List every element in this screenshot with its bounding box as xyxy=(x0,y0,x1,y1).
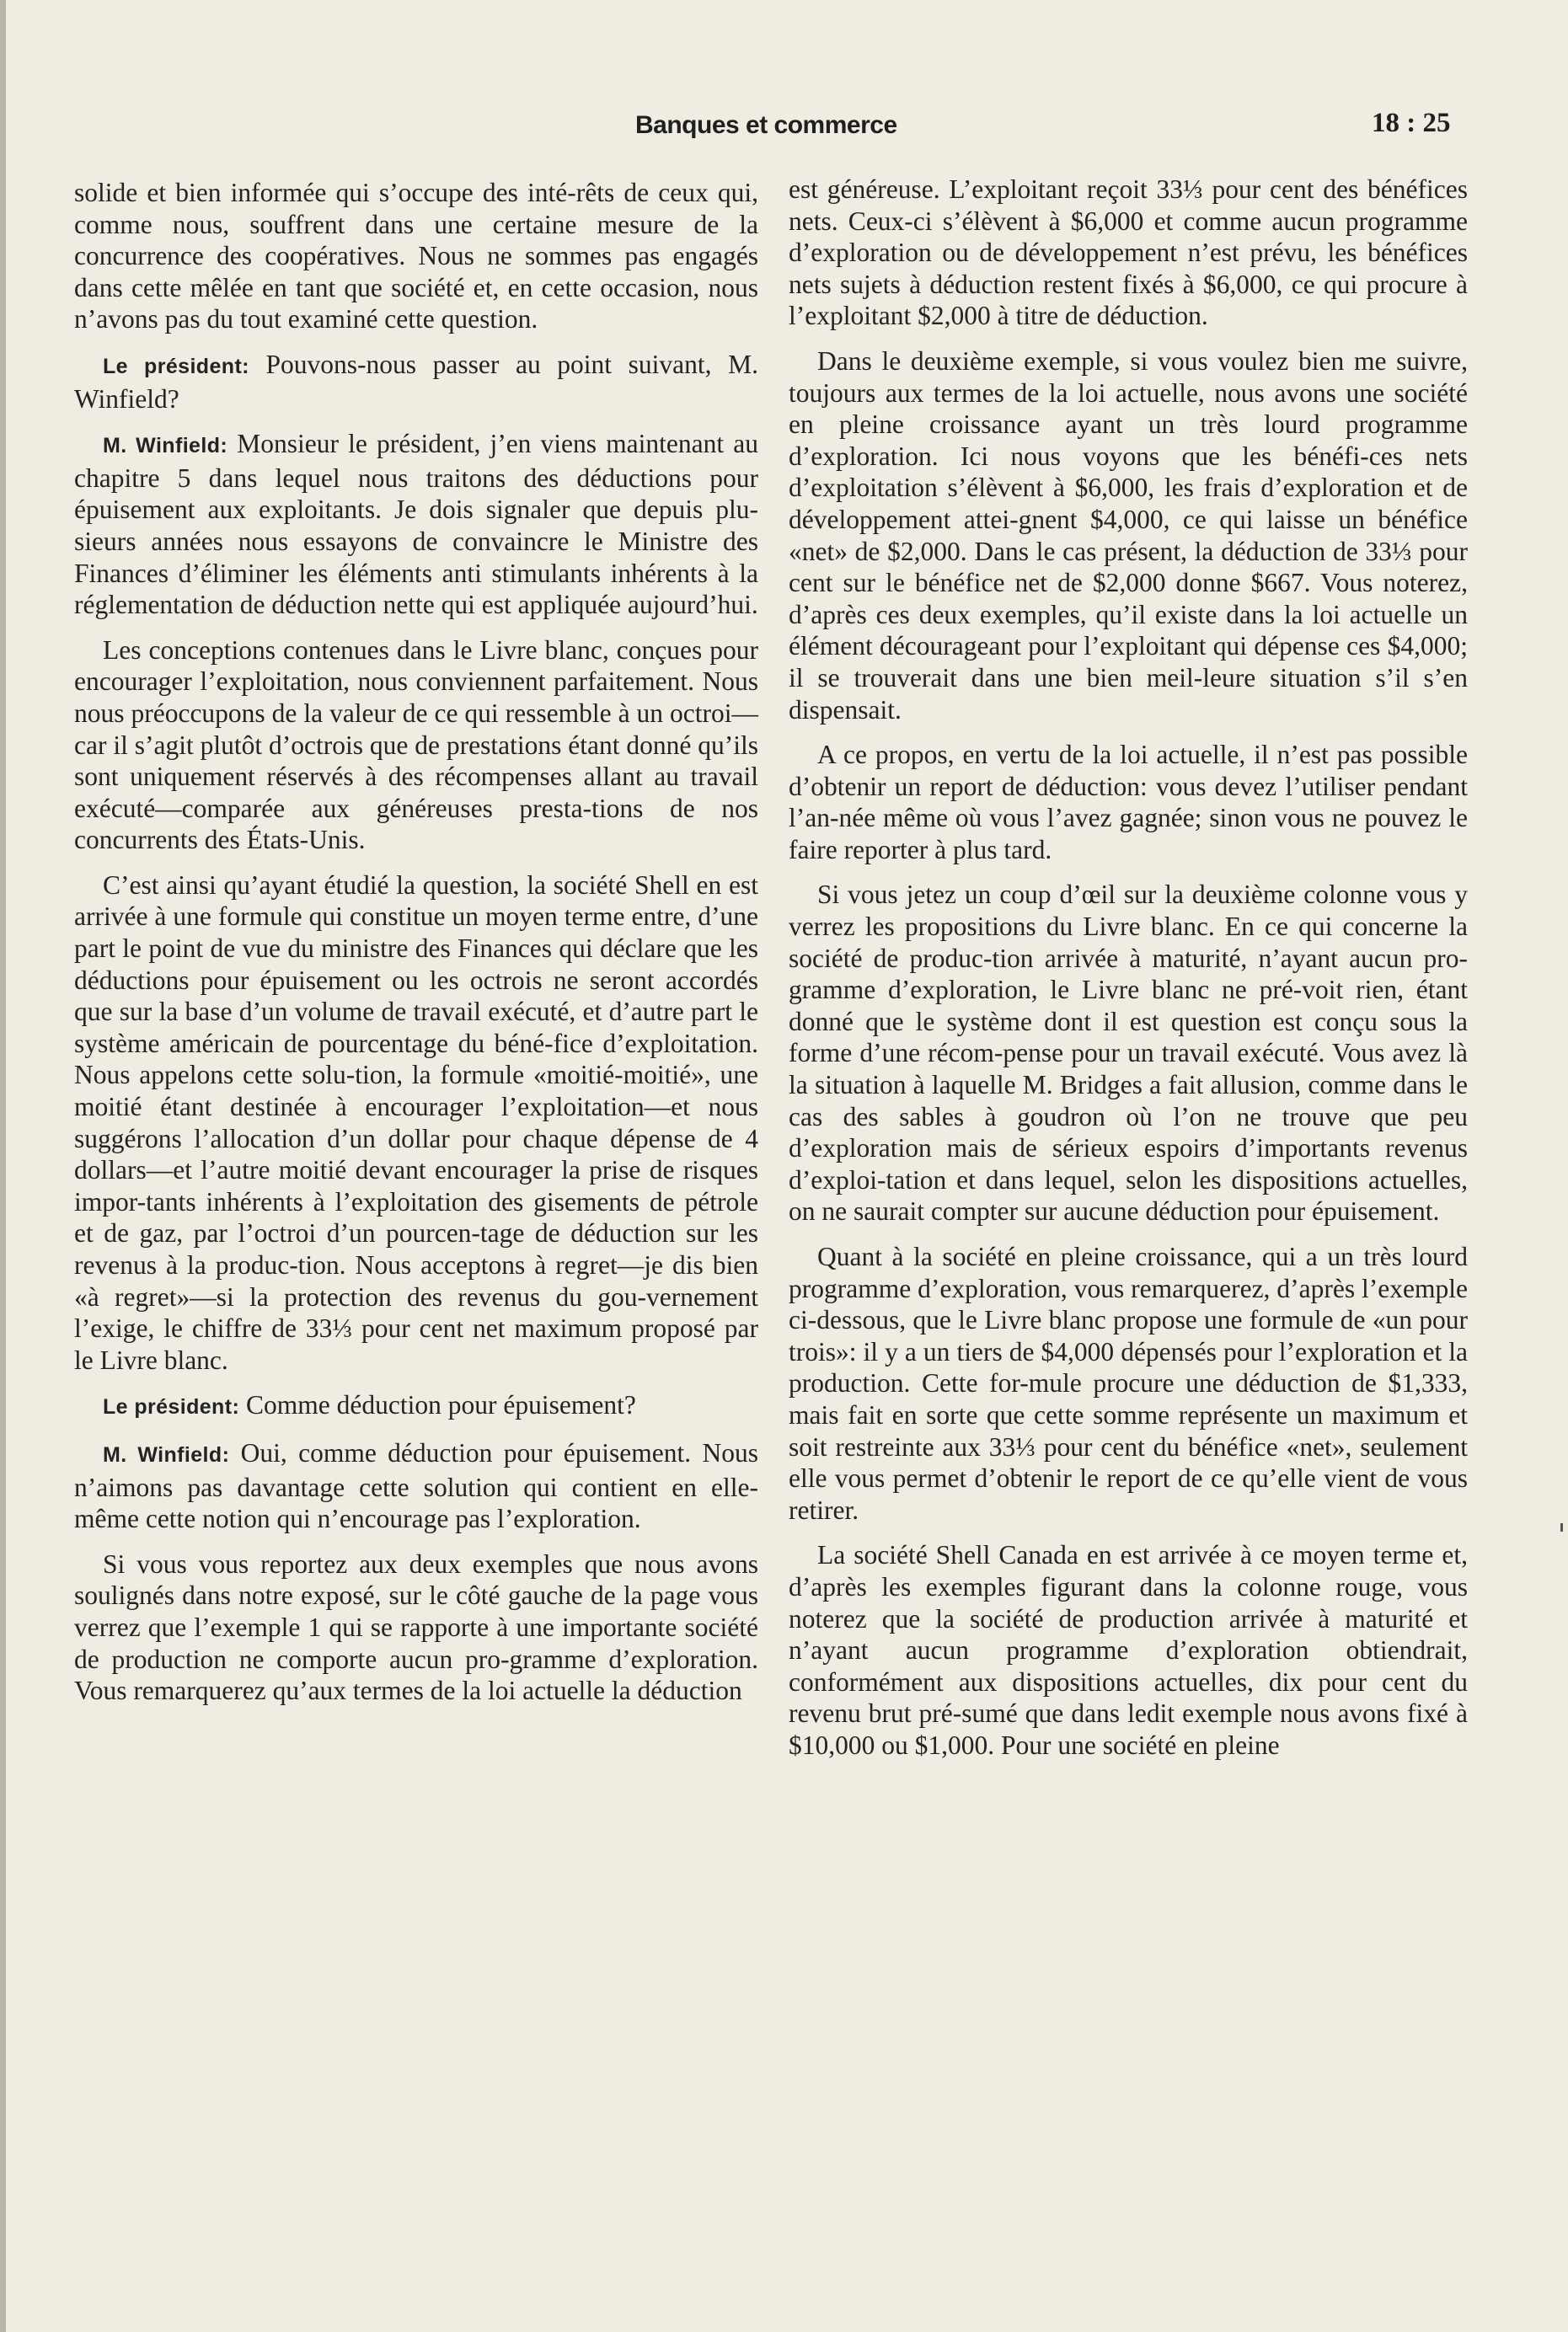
scan-mark xyxy=(1560,1523,1563,1532)
speaker-paragraph xyxy=(74,1389,758,1424)
paragraph: est généreuse. L’exploitant reçoit 33⅓ pour cent des bénéfices nets. Ceux-ci s’élèvent à $6,000 et comme aucun programme d’exploration ou de développement n’est prévu, les bénéfices nets sujets à déduction restent fixés à $6,000, ce qui procure à l’exploitant $2,000 à titre de déduction. xyxy=(789,174,1468,331)
paragraph: solide et bien informée qui s’occupe des inté-rêts de ceux qui, comme nous, souffrent dans une certaine mesure de la concurrence des coopératives. Nous ne sommes pas engagés dans cette mêlée en tant que société et, en cette occasion, nous n’avons pas du tout examiné cette question. xyxy=(74,178,758,334)
paragraph: Si vous jetez un coup d’œil sur la deuxième colonne vous y verrez les propositions du Livre blanc. En ce qui concerne la société de produc-tion arrivée à maturité, n’ayant aucun pro-gramme d’exploration, le Livre blanc ne pré-voit rien, étant donné que le système dont il est question est conçu sous la forme d’une récom-pense pour un travail exécuté. Vous avez là la situation à laquelle M. Bridges a fait allusion, comme dans le cas des sables à goudron où l’on ne trouve que peu d’exploration mais de sérieux espoirs d’importants revenus d’exploi-tation et dans lequel, selon les dispositions actuelles, on ne saurait compter sur aucune déduction pour épuisement. xyxy=(789,880,1468,1227)
paragraph: Dans le deuxième exemple, si vous voulez bien me suivre, toujours aux termes de la loi actuelle, nous avons une société en pleine croissance ayant un très lourd programme d’exploration. Ici nous voyons que les bénéfi-ces nets d’exploitation s’élèvent à $6,000, les frais d’exploration et de développement attei-gnent $4,000, ce qui laisse un bénéfice «net» de $2,000. Dans le cas présent, la déduction de 33⅓ pour cent sur le bénéfice net de $2,000 donne $667. Vous noterez, d’après ces deux exemples, qu’il existe dans la loi actuelle un élément décourageant pour l’exploitant qui dépense ces $4,000; il se trouverait dans une bien meil-leure situation s’il s’en dispensait. xyxy=(789,345,1468,725)
right-column xyxy=(789,174,1468,1775)
speaker-name: Le président: xyxy=(103,1395,240,1420)
page-header xyxy=(0,108,1568,153)
speaker-name: Le président: xyxy=(103,354,249,378)
paragraph: C’est ainsi qu’ayant étudié la question, la société Shell en est arrivée à une formule qui constitue un moyen terme entre, d’une part le point de vue du ministre des Finances qui déclare que les déductions pour épuisement ou les octrois ne seront accordés que sur la base d’un volume de travail exécuté, et d’autre part le système américain de pourcentage du béné-fice d’exploitation. Nous appelons cette solu-tion, la formule «moitié-moitié», une moitié étant destinée à encourager l’exploitation—et nous suggérons l’allocation d’un dollar pour chaque dépense de 4 dollars—et l’autre moitié devant encourager la prise de risques impor-tants inhérents à l’exploitation des gisements de pétrole et de gaz, par l’octroi d’un pourcen-tage de déduction sur les revenus à la produc-tion. Nous acceptons à regret—je dis bien «à regret»—si la protection des revenus du gou-vernement l’exige, le chiffre de 33⅓ pour cent net maximum proposé par le Livre blanc. xyxy=(74,869,758,1375)
paragraph: Si vous vous reportez aux deux exemples que nous avons soulignés dans notre exposé, sur le côté gauche de la page vous verrez que l’exemple 1 qui se rapporte à une importante société de production ne comporte aucun pro-gramme d’exploration. Vous remarquerez qu’aux termes de la loi actuelle la déduction xyxy=(74,1548,758,1706)
speaker-name: M. Winfield: xyxy=(103,1442,230,1467)
paragraph: Quant à la société en pleine croissance, qui a un très lourd programme d’exploration, vous remarquerez, d’après l’exemple ci-dessous, que le Livre blanc propose une formule de «un pour trois»: il y a un tiers de $4,000 dépensés pour l’exploration et la production. Cette for-mule procure une déduction de $1,333, mais fait en sorte que cette somme représente un maximum et soit restreinte aux 33⅓ pour cent du bénéfice «net», seulement elle vous permet d’obtenir le report de ce qu’elle vient de vous retirer. xyxy=(789,1242,1468,1525)
speaker-paragraph xyxy=(74,349,758,415)
speech-text: Comme déduction pour épuisement? xyxy=(246,1390,636,1420)
speaker-paragraph xyxy=(74,428,758,621)
speech-text: Oui, comme déduction pour épuisement. Nous n’aimons pas davantage cette solution qui contient en elle-même cette notion qui n’encourage pas l’exploration. xyxy=(74,1437,758,1534)
paragraph: Les conceptions contenues dans le Livre blanc, conçues pour encourager l’exploitation, nous conviennent parfaitement. Nous nous préoccupons de la valeur de ce qui ressemble à un octroi—car il s’agit plutôt d’octrois que de prestations étant donné qu’ils sont uniquement réservés à des récompenses allant au travail exécuté—comparée aux généreuses presta-tions de nos concurrents des États-Unis. xyxy=(74,634,758,855)
paragraph: A ce propos, en vertu de la loi actuelle, il n’est pas possible d’obtenir un report de déduction: vous devez l’utiliser pendant l’an-née même où vous l’avez gagnée; sinon vous ne pouvez le faire reporter à plus tard. xyxy=(789,740,1468,864)
left-column xyxy=(74,177,758,1720)
page-binding-edge xyxy=(0,0,6,2332)
speech-text: Monsieur le président, j’en viens maintenant au chapitre 5 dans lequel nous traitons des déductions pour épuisement aux exploitants. Je dois signaler que depuis plu-sieurs années nous essayons de convaincre le Ministre des Finances d’éliminer les éléments anti stimulants inhérents à la réglementation de déduction nette qui est appliquée aujourd’hui. xyxy=(74,429,759,620)
page-number: 18 : 25 xyxy=(1372,108,1451,138)
speaker-name: M. Winfield: xyxy=(103,434,228,458)
running-head: Banques et commerce xyxy=(635,111,897,139)
speaker-paragraph xyxy=(74,1437,758,1535)
paragraph: La société Shell Canada en est arrivée à ce moyen terme et, d’après les exemples figurant dans la colonne rouge, vous noterez que la société de production arrivée à maturité et n’ayant aucun programme d’exploration obtiendrait, conformément aux dispositions actuelles, dix pour cent du revenu brut pré-sumé que dans ledit exemple nous avons fixé à $10,000 ou $1,000. Pour une société en pleine xyxy=(789,1540,1468,1760)
speech-text: Pouvons-nous passer au point suivant, M. Winfield? xyxy=(74,349,759,414)
